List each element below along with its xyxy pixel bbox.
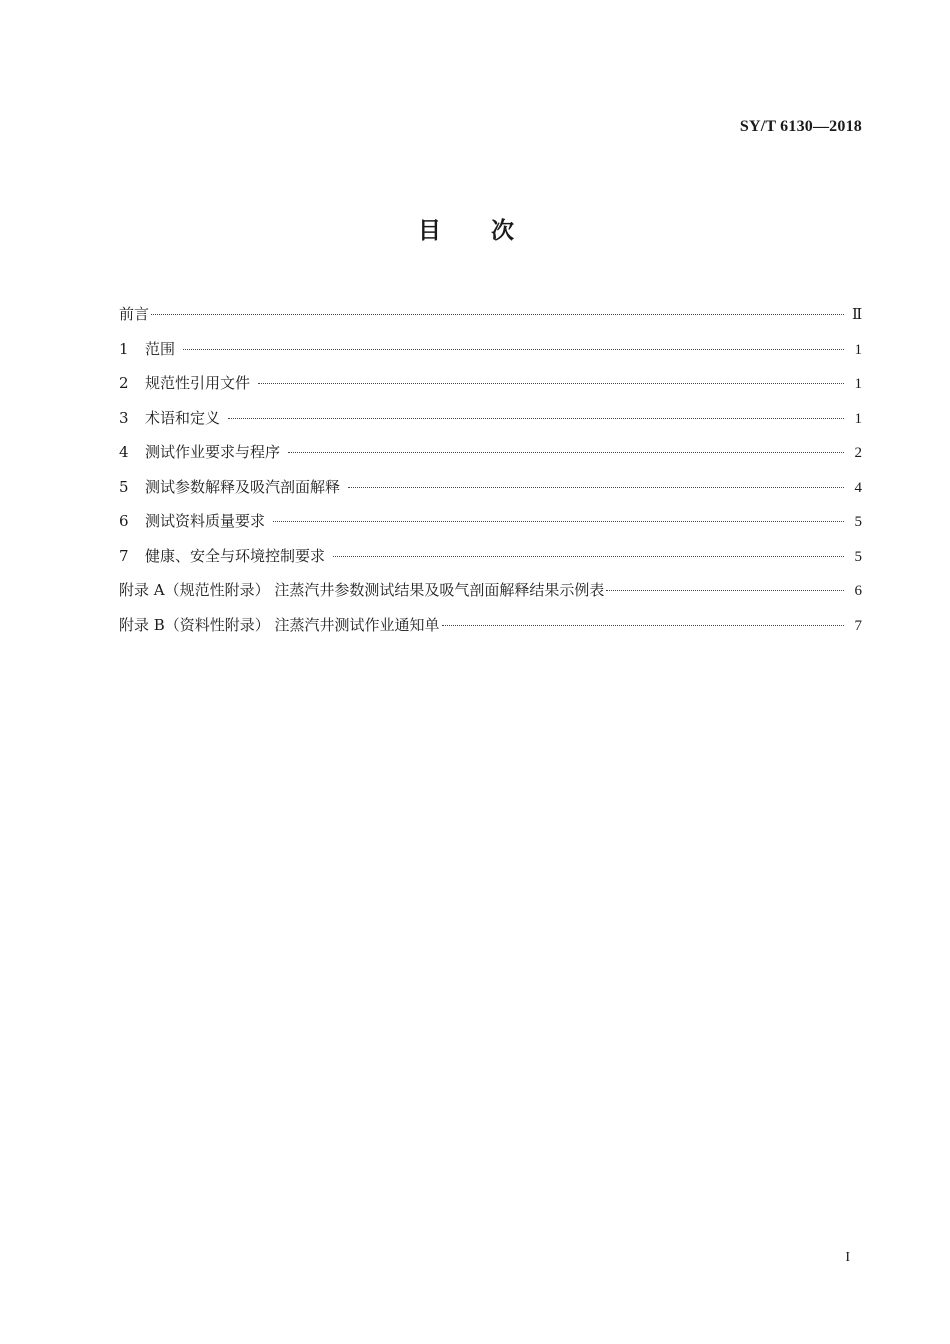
toc-leader-dots xyxy=(442,625,844,626)
toc-entry-text: 前言 xyxy=(119,305,150,323)
toc-entry-6[interactable] xyxy=(119,507,862,542)
page-number: I xyxy=(845,1250,850,1265)
toc-entry-text: 附录 A（规范性附录） 注蒸汽井参数测试结果及吸气剖面解释结果示例表 xyxy=(119,581,605,599)
toc-entry-page: 1 xyxy=(854,376,862,392)
toc-leader-dots xyxy=(273,521,844,522)
toc-entry-text: 健康、安全与环境控制要求 xyxy=(145,546,326,565)
toc-title: 目次 xyxy=(418,218,564,244)
toc-entry-text: 规范性引用文件 xyxy=(145,374,251,392)
toc-entry-4[interactable] xyxy=(119,438,862,473)
toc-entry-text: 测试参数解释及吸汽剖面解释 xyxy=(145,477,341,496)
toc-entry-number: 7 xyxy=(119,546,129,565)
toc-entry-text: 范围 xyxy=(145,339,176,358)
toc-entry-number: 3 xyxy=(119,408,129,427)
toc-entry-text: 附录 B（资料性附录） 注蒸汽井测试作业通知单 xyxy=(119,615,440,634)
toc-entry-page: Ⅱ xyxy=(852,307,863,323)
toc-leader-dots xyxy=(183,349,844,350)
toc-entry-number: 1 xyxy=(119,339,129,358)
toc-entry-number: 4 xyxy=(119,443,129,461)
toc-entry-text: 测试作业要求与程序 xyxy=(145,443,281,461)
toc-entry-page: 5 xyxy=(854,548,862,565)
toc-leader-dots xyxy=(228,418,844,419)
toc-entry-page: 6 xyxy=(854,583,862,599)
toc-entry-appendix-b[interactable] xyxy=(119,611,862,646)
toc-entry-number: 2 xyxy=(119,374,129,392)
toc-leader-dots xyxy=(288,452,844,453)
toc-leader-dots xyxy=(258,383,844,384)
toc-entry-7[interactable] xyxy=(119,542,862,577)
toc-entry-page: 2 xyxy=(854,445,862,461)
toc-entry-page: 5 xyxy=(854,514,862,530)
toc-entry-2[interactable] xyxy=(119,369,862,404)
toc-leader-dots xyxy=(348,487,844,488)
standard-code: SY/T 6130—2018 xyxy=(739,118,862,135)
toc-entry-page: 7 xyxy=(854,617,862,634)
toc-leader-dots xyxy=(606,590,844,591)
toc-entry-page: 1 xyxy=(854,410,862,427)
toc-entry-text: 测试资料质量要求 xyxy=(145,512,266,530)
toc-entry-3[interactable] xyxy=(119,404,862,439)
toc-entry-page: 1 xyxy=(854,341,862,358)
toc-entry-5[interactable] xyxy=(119,473,862,508)
toc-leader-dots xyxy=(151,314,844,315)
toc-entry-number: 6 xyxy=(119,512,129,530)
toc-leader-dots xyxy=(333,556,844,557)
toc-entry-appendix-a[interactable] xyxy=(119,576,862,611)
toc-entry-foreword[interactable] xyxy=(119,300,862,335)
toc-entry-page: 4 xyxy=(854,479,862,496)
toc-entry-1[interactable] xyxy=(119,335,862,370)
toc-entry-text: 术语和定义 xyxy=(145,408,221,427)
toc-entry-number: 5 xyxy=(119,477,129,496)
toc-list xyxy=(119,300,862,645)
